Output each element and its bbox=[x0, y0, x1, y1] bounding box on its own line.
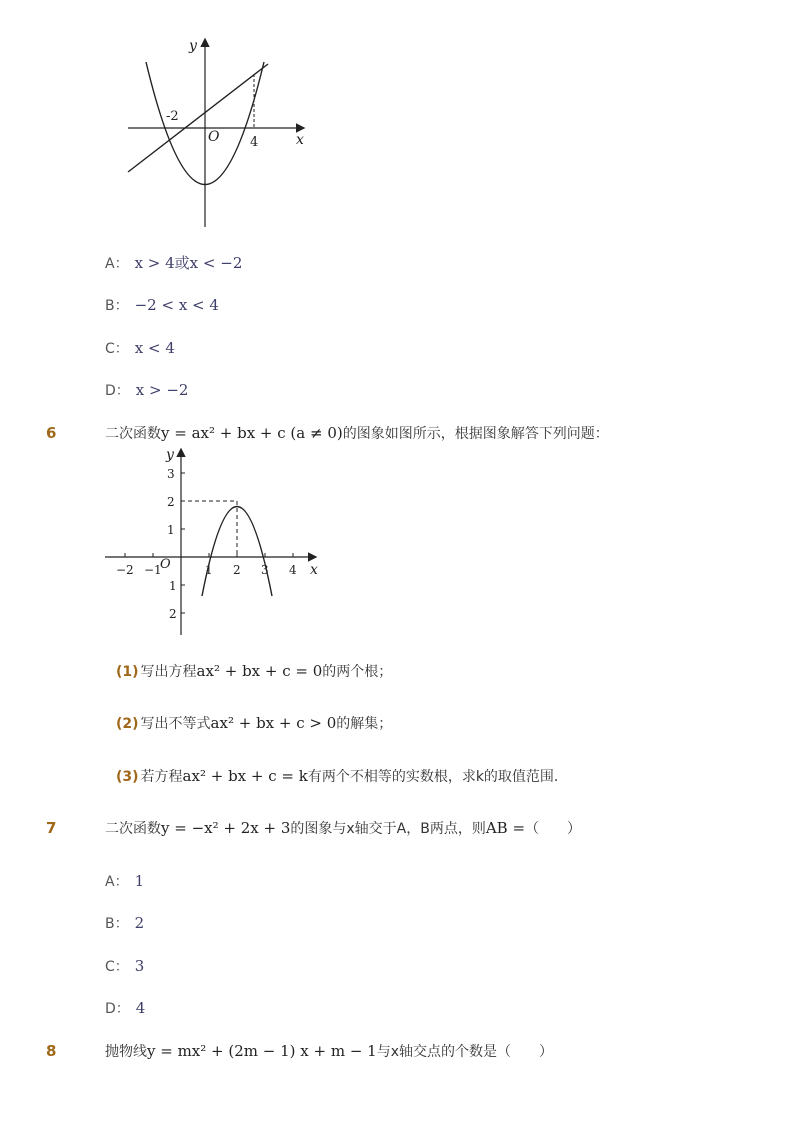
q6-sub-2 bbox=[116, 713, 392, 734]
sub-number: (2) bbox=[116, 716, 139, 732]
q7-text-math: y = −x² + 2x + 3 bbox=[161, 819, 291, 837]
y-tick-label: 2 bbox=[169, 607, 177, 621]
option-letter: A： bbox=[105, 256, 129, 272]
question-8-text bbox=[105, 1041, 553, 1062]
sub-suffix: 的两个根； bbox=[322, 664, 393, 680]
q8-text-prefix: 抛物线 bbox=[105, 1044, 147, 1060]
y-tick-label: 1 bbox=[167, 523, 175, 537]
origin-label: O bbox=[208, 129, 220, 145]
sub-prefix: 写出方程 bbox=[140, 664, 197, 680]
label-neg2: -2 bbox=[166, 109, 179, 124]
q8-text-math: y = mx² + (2m − 1) x + m − 1 bbox=[147, 1042, 377, 1060]
q6-graph bbox=[100, 445, 330, 640]
option-math: 2 bbox=[134, 914, 145, 932]
origin-label: O bbox=[160, 557, 171, 572]
q7-text-suffix: 的图象与x轴交于A，B两点，则 bbox=[290, 821, 486, 837]
line-graph bbox=[128, 64, 268, 172]
question-number-7: 7 bbox=[46, 819, 57, 837]
x-tick-label: −1 bbox=[144, 563, 162, 577]
sub-prefix: 若方程 bbox=[140, 769, 183, 785]
option-letter: C： bbox=[105, 341, 129, 357]
q7-text-prefix: 二次函数 bbox=[105, 821, 161, 837]
q7-text-math2: AB = bbox=[485, 819, 526, 837]
q6-text-suffix: 的图象如图所示，根据图象解答下列问题： bbox=[342, 426, 609, 442]
q7-option-a[interactable] bbox=[105, 871, 144, 892]
option-math: 4 bbox=[135, 999, 146, 1017]
sub-math: ax² + bx + c = k bbox=[182, 767, 308, 785]
question-7-text bbox=[105, 818, 581, 839]
q5-option-d[interactable] bbox=[105, 380, 188, 401]
sub-suffix: 的解集； bbox=[336, 716, 393, 732]
sub-math: ax² + bx + c = 0 bbox=[196, 662, 323, 680]
option-math: x < 4 bbox=[134, 339, 175, 357]
option-letter: B： bbox=[105, 298, 129, 314]
sub-math: ax² + bx + c > 0 bbox=[210, 714, 337, 732]
x-tick-label: 2 bbox=[233, 563, 241, 577]
label-4: 4 bbox=[250, 135, 259, 150]
question-number-6: 6 bbox=[46, 424, 57, 442]
y-tick-label: 3 bbox=[167, 467, 175, 481]
x-tick-label: 3 bbox=[261, 563, 269, 577]
q7-option-b[interactable] bbox=[105, 913, 144, 934]
y-axis-label: y bbox=[166, 447, 174, 463]
sub-suffix: 有两个不相等的实数根，求k的取值范围． bbox=[307, 769, 568, 785]
x-axis-label: x bbox=[296, 132, 304, 148]
q5-option-c[interactable] bbox=[105, 338, 175, 359]
q6-sub-1 bbox=[116, 661, 392, 682]
q7-option-c[interactable] bbox=[105, 956, 144, 977]
q5-option-b[interactable] bbox=[105, 295, 219, 316]
q8-text-suffix: 与x轴交点的个数是（ ） bbox=[376, 1044, 553, 1060]
option-math: x > −2 bbox=[135, 381, 189, 399]
question-number-8: 8 bbox=[46, 1042, 57, 1060]
q5-graph bbox=[118, 32, 318, 232]
option-letter: D： bbox=[105, 1001, 130, 1017]
option-math: x > 4或x < −2 bbox=[134, 254, 243, 272]
q6-text-prefix: 二次函数 bbox=[105, 426, 161, 442]
question-6-text bbox=[105, 423, 609, 444]
option-letter: D： bbox=[105, 383, 130, 399]
option-math: 1 bbox=[134, 872, 145, 890]
y-axis-label: y bbox=[189, 38, 197, 54]
x-tick-label: 1 bbox=[205, 563, 213, 577]
q5-option-a[interactable] bbox=[105, 253, 242, 274]
option-letter: B： bbox=[105, 916, 129, 932]
q6-sub-3 bbox=[116, 766, 568, 787]
q7-text-end: （ ） bbox=[525, 821, 582, 837]
x-tick-label: 4 bbox=[289, 563, 297, 577]
x-tick-label: −2 bbox=[116, 563, 134, 577]
x-axis-label: x bbox=[310, 562, 318, 578]
q6-text-math: y = ax² + bx + c (a ≠ 0) bbox=[161, 424, 343, 442]
option-letter: C： bbox=[105, 959, 129, 975]
y-tick-label: 2 bbox=[167, 495, 175, 509]
q7-option-d[interactable] bbox=[105, 998, 145, 1019]
sub-prefix: 写出不等式 bbox=[140, 716, 211, 732]
sub-number: (3) bbox=[116, 769, 139, 785]
sub-number: (1) bbox=[116, 664, 139, 680]
option-math: 3 bbox=[134, 957, 145, 975]
option-letter: A： bbox=[105, 874, 129, 890]
y-tick-label: 1 bbox=[169, 579, 177, 593]
option-math: −2 < x < 4 bbox=[134, 296, 219, 314]
